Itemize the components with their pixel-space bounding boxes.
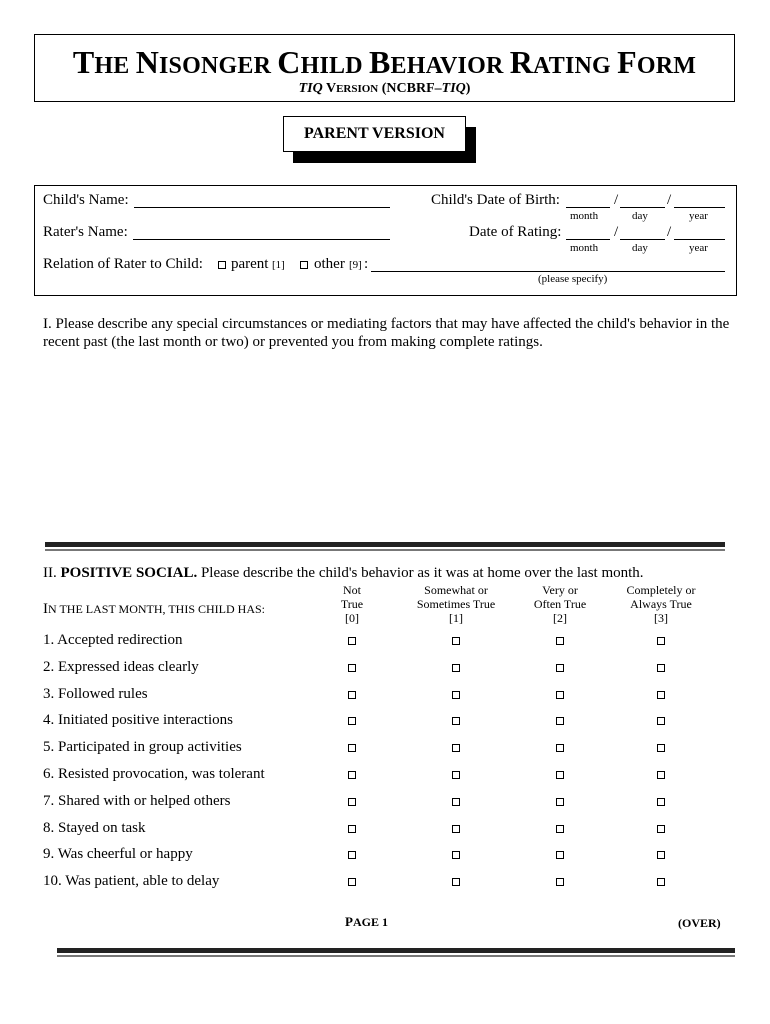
rating-checkbox-2[interactable] — [556, 664, 564, 672]
page-number: PAGE 1 — [345, 914, 388, 929]
item-label: 6. Resisted provocation, was tolerant — [43, 766, 265, 782]
rating-slash-1: / — [614, 224, 619, 240]
rating-checkbox-3[interactable] — [657, 744, 665, 752]
rating-checkbox-2[interactable] — [556, 851, 564, 859]
section-2-title: POSITIVE SOCIAL. — [60, 565, 198, 581]
rating-checkbox-1[interactable] — [452, 851, 460, 859]
rating-checkbox-2[interactable] — [556, 637, 564, 645]
rating-checkbox-2[interactable] — [556, 771, 564, 779]
column-header-0-code: [0] — [345, 611, 359, 625]
rating-slash-2: / — [667, 224, 672, 240]
dob-month-caption: month — [570, 210, 599, 222]
column-header-1 — [396, 583, 516, 625]
dob-label: Child's Date of Birth: — [431, 192, 560, 208]
rating-checkbox-0[interactable] — [348, 771, 356, 779]
rating-checkbox-3[interactable] — [657, 851, 665, 859]
item-label: 7. Shared with or helped others — [43, 792, 231, 809]
rating-month-caption: month — [570, 242, 599, 254]
rating-checkbox-0[interactable] — [348, 691, 356, 699]
rating-checkbox-2[interactable] — [556, 878, 564, 886]
divider-rule-top — [45, 542, 725, 547]
rating-checkbox-3[interactable] — [657, 717, 665, 725]
date-of-rating-label: Date of Rating: — [469, 224, 562, 240]
other-option-label: other — [314, 256, 345, 272]
title-word-rating: RATING — [509, 44, 618, 80]
rating-checkbox-1[interactable] — [452, 798, 460, 806]
rating-checkbox-0[interactable] — [348, 825, 356, 833]
rating-checkbox-2[interactable] — [556, 691, 564, 699]
item-label: 4. Initiated positive interactions — [43, 712, 233, 729]
column-header-0-line1: Not — [343, 583, 361, 597]
section-1-response-area[interactable] — [43, 355, 733, 535]
dob-year-field[interactable] — [674, 193, 725, 208]
rating-checkbox-1[interactable] — [452, 717, 460, 725]
section-2-heading — [43, 565, 644, 582]
rating-checkbox-1[interactable] — [452, 771, 460, 779]
item-label: 8. Stayed on task — [43, 819, 146, 836]
other-colon: : — [364, 256, 369, 272]
childs-name-label: Child's Name: — [43, 192, 129, 208]
section-2-numeral: II. — [43, 565, 57, 581]
column-header-2-line2: Often True — [533, 597, 587, 611]
item-label: 2. Expressed ideas clearly — [43, 658, 199, 675]
rating-checkbox-0[interactable] — [348, 878, 356, 886]
rating-checkbox-3[interactable] — [657, 798, 665, 806]
dob-day-caption: day — [632, 210, 648, 222]
divider-rule-bottom — [57, 948, 735, 953]
divider-rule-bottom-thin — [57, 955, 735, 957]
parent-checkbox[interactable] — [218, 261, 226, 269]
title-word-the: THE — [72, 44, 136, 80]
other-specify-field[interactable] — [371, 257, 725, 272]
item-label: 5. Participated in group activities — [43, 739, 242, 756]
item-label: 1. Accepted redirection — [43, 632, 183, 648]
other-checkbox[interactable] — [300, 261, 308, 269]
rating-checkbox-1[interactable] — [452, 744, 460, 752]
please-specify-caption: (please specify) — [538, 273, 608, 285]
childs-name-field[interactable] — [134, 193, 390, 208]
title-word-form: FORM — [617, 44, 697, 80]
rating-checkbox-2[interactable] — [556, 798, 564, 806]
item-stem: IN THE LAST MONTH, THIS CHILD HAS: — [43, 601, 266, 617]
parent-option-label: parent — [231, 256, 269, 272]
item-label: 9. Was cheerful or happy — [43, 846, 193, 863]
rating-checkbox-0[interactable] — [348, 744, 356, 752]
rating-checkbox-3[interactable] — [657, 637, 665, 645]
rating-day-field[interactable] — [620, 225, 665, 240]
rating-checkbox-0[interactable] — [348, 851, 356, 859]
form-subtitle: TIQ VERSION (NCBRF–TIQ) — [298, 81, 471, 96]
rating-checkbox-1[interactable] — [452, 691, 460, 699]
rating-year-caption: year — [689, 242, 708, 254]
rating-day-caption: day — [632, 242, 648, 254]
column-header-2-code: [2] — [553, 611, 567, 625]
column-header-2-line1: Very or — [542, 583, 578, 597]
column-header-0-line2: True — [340, 597, 364, 611]
dob-day-field[interactable] — [620, 193, 665, 208]
dob-slash-1: / — [614, 192, 619, 208]
column-header-1-line1: Somewhat or — [424, 583, 488, 597]
raters-name-label: Rater's Name: — [43, 224, 128, 240]
rating-checkbox-1[interactable] — [452, 878, 460, 886]
rating-checkbox-3[interactable] — [657, 691, 665, 699]
section-2-instruction: Please describe the child's behavior as it was at home over the last month. — [200, 565, 644, 581]
other-option-code: [9] — [349, 259, 362, 271]
column-header-3-line1: Completely or — [626, 583, 696, 597]
parent-option-code: [1] — [272, 259, 285, 271]
rating-checkbox-3[interactable] — [657, 825, 665, 833]
title-word-child: CHILD — [277, 44, 369, 80]
dob-slash-2: / — [667, 192, 672, 208]
rating-checkbox-3[interactable] — [657, 878, 665, 886]
relation-label: Relation of Rater to Child: — [43, 256, 203, 272]
form-title — [35, 44, 734, 81]
form-title-box — [34, 34, 735, 102]
rating-checkbox-2[interactable] — [556, 717, 564, 725]
rating-checkbox-0[interactable] — [348, 798, 356, 806]
raters-name-field[interactable] — [133, 225, 390, 240]
rating-checkbox-2[interactable] — [556, 825, 564, 833]
over-indicator: (OVER) — [678, 916, 721, 930]
column-header-3-line2: Always True — [630, 597, 692, 611]
title-word-nisonger: NISONGER — [135, 44, 278, 80]
title-word-behavior: BEHAVIOR — [368, 44, 510, 80]
rating-checkbox-1[interactable] — [452, 825, 460, 833]
column-header-3-code: [3] — [654, 611, 668, 625]
column-header-0 — [292, 583, 412, 625]
rating-checkbox-3[interactable] — [657, 664, 665, 672]
item-label: 10. Was patient, able to delay — [43, 873, 220, 890]
column-header-1-code: [1] — [449, 611, 463, 625]
rating-checkbox-2[interactable] — [556, 744, 564, 752]
item-label: 3. Followed rules — [43, 685, 148, 702]
rating-checkbox-0[interactable] — [348, 717, 356, 725]
dob-year-caption: year — [689, 210, 708, 222]
section-1-prompt: I. Please describe any special circumstances or mediating factors that may have affected the child's behavior in the recent past (the last month or two) or prevented you from making complete ratings. — [43, 316, 730, 350]
rating-checkbox-1[interactable] — [452, 637, 460, 645]
version-badge: PARENT VERSION — [283, 116, 466, 152]
divider-rule-top-thin — [45, 549, 725, 551]
rating-checkbox-3[interactable] — [657, 771, 665, 779]
column-header-1-line2: Sometimes True — [416, 597, 496, 611]
rating-checkbox-0[interactable] — [348, 664, 356, 672]
rating-year-field[interactable] — [674, 225, 725, 240]
dob-month-field[interactable] — [566, 193, 610, 208]
rating-checkbox-0[interactable] — [348, 637, 356, 645]
column-header-3 — [601, 583, 721, 625]
rating-month-field[interactable] — [566, 225, 610, 240]
rating-checkbox-1[interactable] — [452, 664, 460, 672]
